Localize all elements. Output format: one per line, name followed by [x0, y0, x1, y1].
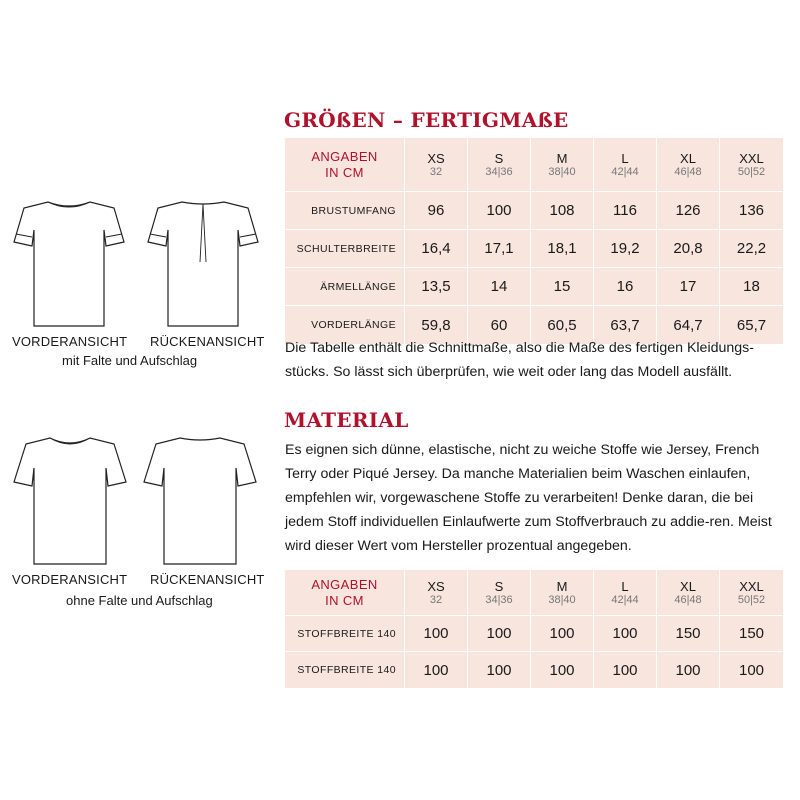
- table-row: [285, 230, 783, 268]
- row-label: SCHULTERBREITE: [285, 230, 405, 268]
- header-label-line2: IN CM: [325, 592, 364, 608]
- material-heading: MATERIAL: [284, 408, 409, 432]
- row-label: BRUSTUMFANG: [285, 192, 405, 230]
- size-name: M: [556, 150, 568, 166]
- table-cell: 116: [594, 192, 657, 230]
- size-name: XXL: [739, 578, 764, 594]
- size-eu: 32: [429, 593, 443, 606]
- table-cell: 150: [657, 616, 720, 652]
- table-cell: 18,1: [531, 230, 594, 268]
- size-eu: 46|48: [674, 593, 702, 606]
- row-label: STOFFBREITE 140: [285, 616, 405, 652]
- tshirt-back-icon: [138, 432, 262, 572]
- header-label-line1: ANGABEN: [311, 148, 378, 164]
- table-row: [285, 652, 783, 688]
- table-cell: 60,5: [531, 306, 594, 344]
- back-view-label-2: RÜCKENANSICHT: [150, 572, 265, 587]
- table-cell: 96: [405, 192, 468, 230]
- table-cell: 22,2: [720, 230, 783, 268]
- size-col-l: [594, 570, 657, 616]
- size-col-xs: [405, 570, 468, 616]
- table-row: [285, 268, 783, 306]
- table-cell: 100: [594, 616, 657, 652]
- table-cell: 136: [720, 192, 783, 230]
- table-cell: 150: [720, 616, 783, 652]
- size-col-s: [468, 138, 531, 192]
- view-caption-2: ohne Falte und Aufschlag: [66, 593, 213, 608]
- size-eu: 34|36: [485, 165, 513, 178]
- table-cell: 100: [468, 616, 531, 652]
- row-label: ÄRMELLÄNGE: [285, 268, 405, 306]
- front-view-label-1: VORDERANSICHT: [12, 334, 128, 349]
- header-label-line1: ANGABEN: [311, 576, 378, 592]
- table-cell: 100: [531, 652, 594, 688]
- table-cell: 126: [657, 192, 720, 230]
- size-col-m: [531, 138, 594, 192]
- table-cell: 17: [657, 268, 720, 306]
- table-cell: 65,7: [736, 316, 767, 334]
- table-cell: 20,8: [657, 230, 720, 268]
- table-cell: 60: [468, 306, 531, 344]
- table-cell: 100: [657, 652, 720, 688]
- table-cell: 100: [594, 652, 657, 688]
- table-cell: 18: [720, 268, 783, 306]
- table-row: [285, 616, 783, 652]
- size-col-l: [594, 138, 657, 192]
- size-name: S: [494, 150, 504, 166]
- sizes-heading: GRÖßEN – FERTIGMAßE: [284, 108, 569, 132]
- table-cell: 100: [405, 652, 468, 688]
- material-text: Es eignen sich dünne, elastische, nicht zu weiche Stoffe wie Jersey, French Terry oder Piqué Jersey. Da manche Materialien beim Waschen einlaufen, empfehlen wir, vorgewaschene Stoffe zu verarbeiten! Denke daran, die bei jedem Stoff individuellen Einlaufwerte zum Stoffverbrauch zu addie-ren. Meist wird dieser Wert vom Hersteller prozentual angegeben.: [285, 442, 772, 554]
- size-name: XS: [427, 578, 445, 594]
- tshirt-back-pleat-icon: [140, 196, 266, 334]
- table-cell: 63,7: [594, 306, 657, 344]
- size-col-s: [468, 570, 531, 616]
- size-name: XL: [680, 578, 696, 594]
- table-cell: 17,1: [468, 230, 531, 268]
- table-cell: 64,7: [657, 306, 720, 344]
- tshirt-front-icon: [8, 432, 132, 572]
- table-cell: 15: [531, 268, 594, 306]
- size-name: L: [621, 150, 629, 166]
- size-eu: 42|44: [611, 165, 639, 178]
- row-label: STOFFBREITE 140: [285, 652, 405, 688]
- front-view-label-2: VORDERANSICHT: [12, 572, 128, 587]
- size-eu: 46|48: [674, 165, 702, 178]
- size-col-xxl: [720, 570, 783, 616]
- tshirt-front-cuffed-icon: [8, 196, 130, 334]
- sizes-note: Die Tabelle enthält die Schnittmaße, also die Maße des fertigen Kleidungs-stücks. So lässt sich überprüfen, wie weit oder lang das Modell ausfällt.: [285, 340, 754, 380]
- row-label: VORDERLÄNGE: [285, 306, 405, 344]
- table-cell: 16,4: [405, 230, 468, 268]
- fabric-header-row: [285, 570, 783, 616]
- sizes-header-label: [285, 138, 405, 192]
- table-row: [285, 192, 783, 230]
- view-caption-1: mit Falte und Aufschlag: [62, 353, 198, 368]
- table-cell: 59,8: [405, 306, 468, 344]
- header-label-line2: IN CM: [325, 164, 364, 180]
- sizes-header-row: [285, 138, 783, 192]
- table-cell: 100: [468, 652, 531, 688]
- fabric-header-label: [285, 570, 405, 616]
- size-eu: 42|44: [611, 593, 639, 606]
- size-col-m: [531, 570, 594, 616]
- table-cell: 13,5: [405, 268, 468, 306]
- table-cell: 100: [468, 192, 531, 230]
- size-name: M: [556, 578, 568, 594]
- size-eu: 32: [429, 165, 443, 178]
- fabric-table: [285, 570, 783, 688]
- size-col-xl: [657, 570, 720, 616]
- size-name: XS: [427, 150, 445, 166]
- table-cell: 100: [738, 661, 765, 679]
- size-eu: 38|40: [548, 165, 576, 178]
- table-cell: 14: [468, 268, 531, 306]
- table-cell: 108: [531, 192, 594, 230]
- sizes-table: [285, 138, 783, 344]
- size-name: S: [494, 578, 504, 594]
- size-eu: 50|52: [737, 593, 766, 606]
- size-eu: 38|40: [548, 593, 576, 606]
- table-cell: 100: [405, 616, 468, 652]
- table-cell: 16: [594, 268, 657, 306]
- size-name: XXL: [739, 150, 764, 166]
- size-col-xs: [405, 138, 468, 192]
- size-col-xxl: [720, 138, 783, 192]
- size-col-xl: [657, 138, 720, 192]
- table-cell: 19,2: [594, 230, 657, 268]
- size-name: L: [621, 578, 629, 594]
- back-view-label-1: RÜCKENANSICHT: [150, 334, 265, 349]
- size-eu: 50|52: [737, 165, 766, 178]
- size-eu: 34|36: [485, 593, 513, 606]
- size-name: XL: [680, 150, 696, 166]
- table-cell: 100: [531, 616, 594, 652]
